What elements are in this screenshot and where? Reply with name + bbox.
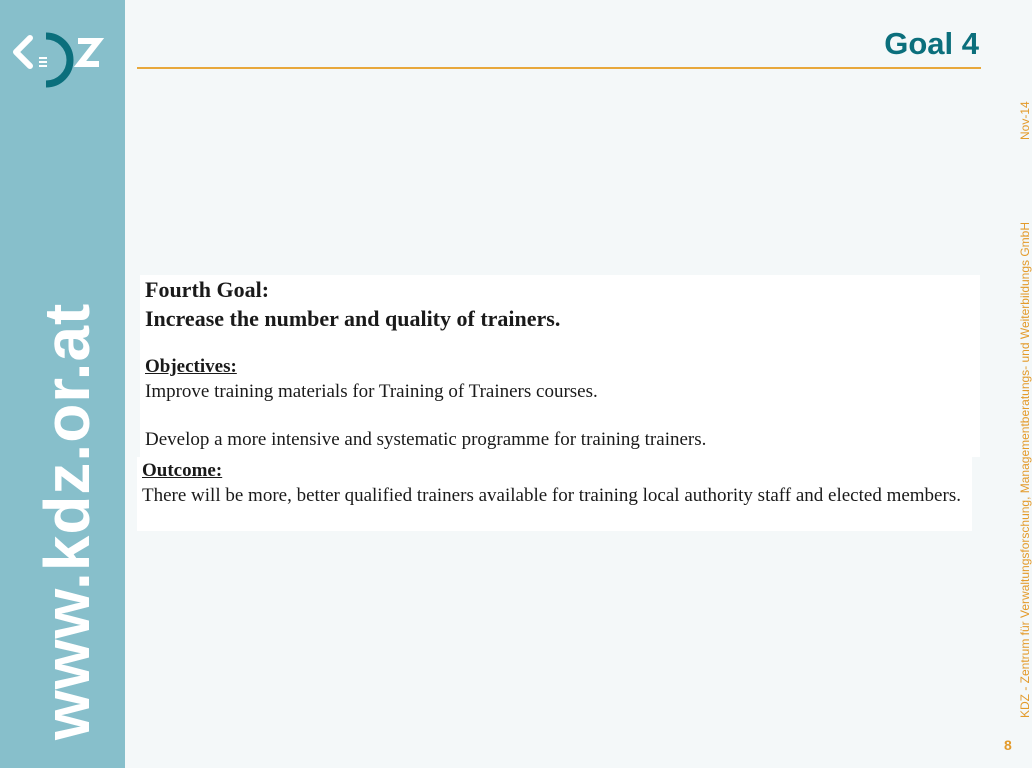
outcome-box [137, 457, 972, 531]
slide-date: Nov-14 [1018, 101, 1032, 140]
slide-title: Goal 4 [884, 26, 979, 61]
objectives-heading: Objectives: [145, 356, 237, 377]
title-divider [137, 67, 981, 69]
sidebar [0, 0, 125, 768]
outcome-heading: Outcome: [142, 460, 223, 481]
slide-footer: KDZ - Zentrum für Verwaltungsforschung, Managementberatungs- und Weiterbildungs GmbH [1018, 221, 1032, 718]
website-url: www.kdz.or.at [31, 302, 103, 740]
objective-item: Improve training materials for Training of Trainers courses. [145, 381, 598, 402]
objective-item: Develop a more intensive and systematic programme for training trainers. [145, 429, 707, 450]
goal-heading: Fourth Goal: [145, 277, 270, 302]
kdz-logo [10, 28, 102, 94]
page-number: 8 [1004, 737, 1012, 753]
goal-text: Increase the number and quality of trainers. [145, 306, 561, 331]
outcome-text: There will be more, better qualified trainers available for training local authority staff and elected members. [142, 485, 961, 506]
goal-box [140, 275, 980, 457]
